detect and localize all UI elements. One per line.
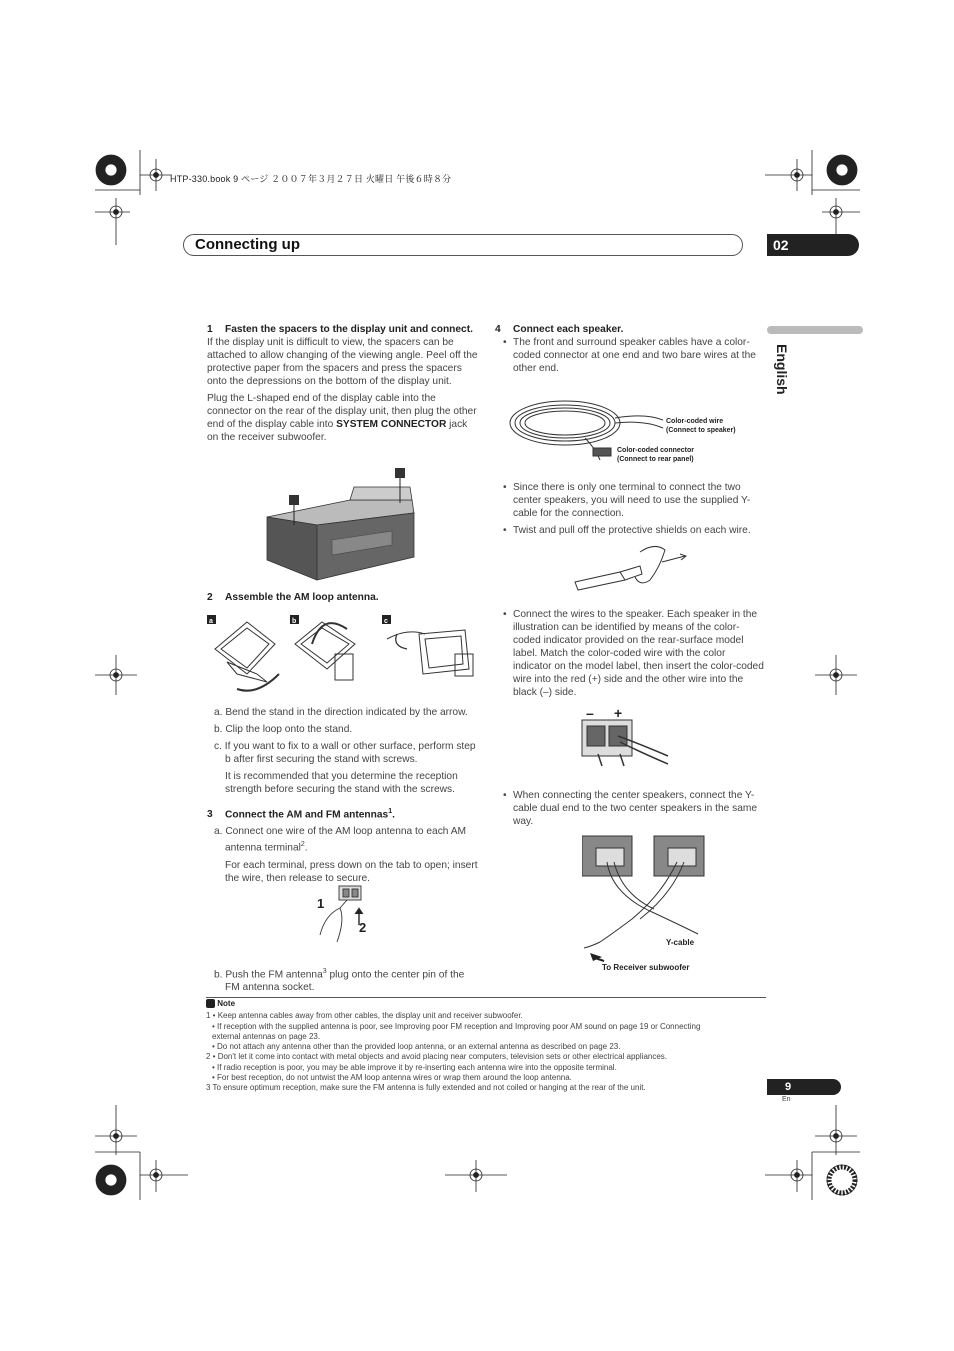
fig-label-1: 1 <box>317 896 325 911</box>
step-2-item-c: c. If you want to fix to a wall or other surface, perform step b after first securing the stand with screws. <box>214 741 476 765</box>
step-4-bullet-2: • Since there is only one terminal to connect the two center speakers, you will need to use the supplied Y-cable for the connection. <box>503 481 765 520</box>
step-2-item-a: a. Bend the stand in the direction indicated by the arrow. <box>214 707 468 718</box>
fig-label-c: c <box>384 618 388 625</box>
step-1-text-2: Plug the L-shaped end of the display cable into the connector on the rear of the display unit, then plug the other end of the display cable into SYSTEM CONNECTOR jack on the receiver subwoofer. <box>207 393 477 443</box>
to-receiver-label: To Receiver subwoofer <box>602 963 690 972</box>
display-unit-illustration <box>262 465 422 585</box>
caption-connect-to-rear-panel: (Connect to rear panel) <box>617 456 694 463</box>
note-line-8: 3 To ensure optimum reception, make sure the FM antenna is fully extended and not coiled or hanging at the rear of the unit. <box>206 1083 646 1093</box>
step-4-heading: 4 Connect each speaker. <box>495 324 624 335</box>
step-3-item-b: b. Push the FM antenna$^3$ plug onto the center pin of the FM antenna socket. <box>214 968 465 994</box>
fig-label-a: a <box>209 618 213 625</box>
note-line-1: 1 • Keep antenna cables away from other cables, the display unit and receiver subwoofer. <box>206 1011 523 1021</box>
antenna-terminal-illustration <box>315 880 375 950</box>
y-cable-illustration <box>582 834 722 974</box>
fig-label-b: b <box>292 618 297 625</box>
step-4-bullet-4: • Connect the wires to the speaker. Each speaker in the illustration can be identified by means of the color-coded indicator provided on the rear-surface model label. Match the color-coded wire with the color indicator on the model label, then insert the color-coded wire into the red (+) side and the other wire into the black (–) side. <box>503 608 765 699</box>
language-tab: English <box>774 344 790 395</box>
note-divider <box>206 997 766 998</box>
step-2-item-b: b. Clip the loop onto the stand. <box>214 724 353 735</box>
note-icon <box>206 999 215 1008</box>
note-section <box>206 999 766 1094</box>
step-1-text: If the display unit is difficult to view, the spacers can be attached to allow changing of the viewing angle. Peel off the protective paper from the spacers and press the spacers onto the depressions on the bottom of the display unit. <box>207 337 478 387</box>
step-4-bullet-5: • When connecting the center speakers, connect the Y-cable dual end to the two center speakers in the same way. <box>503 789 765 828</box>
step-2-heading: 2 Assemble the AM loop antenna. <box>207 592 379 603</box>
caption-color-coded-wire: Color-coded wire <box>666 418 724 425</box>
section-title: Connecting up <box>195 236 300 253</box>
plus-label: + <box>614 705 623 721</box>
page-tab <box>767 1079 841 1095</box>
note-line-2: • If reception with the supplied antenna is poor, see Improving poor FM reception and Improving poor AM sound on page 19 or Connecting <box>212 1021 701 1031</box>
fig-label-2: 2 <box>359 920 367 935</box>
page-language: En <box>782 1096 791 1103</box>
note-line-5: 2 • Don't let it come into contact with metal objects and avoid placing near computers, television sets or other electrical appliances. <box>206 1052 668 1062</box>
speaker-cable-illustration <box>505 388 755 468</box>
step-2-item-c-note: It is recommended that you determine the reception strength before securing the stand with the screws. <box>225 771 458 795</box>
note-line-6: • If radio reception is poor, you may be able improve it by re-inserting each antenna wire into the opposite terminal. <box>212 1062 617 1072</box>
page-number: 9 <box>785 1081 792 1093</box>
speaker-terminal-illustration <box>580 704 670 774</box>
note-line-4: • Do not attach any antenna other than the provided loop antenna, or an external antenna as described on page 23. <box>212 1042 621 1052</box>
note-heading: Note <box>217 999 236 1008</box>
note-line-7: • For best reception, do not untwist the AM loop antenna wires or wrap them around the loop antenna. <box>212 1073 572 1083</box>
wire-twist-illustration <box>570 542 690 597</box>
step-4-bullet-1: • The front and surround speaker cables have a color-coded connector at one end and two bare wires at the other end. <box>503 336 765 375</box>
left-column <box>207 323 479 444</box>
step-1-heading: 1 Fasten the spacers to the display unit and connect. <box>207 324 473 335</box>
step-3-heading: 3 Connect the AM and FM antennas$^1$. <box>207 808 395 821</box>
chapter-number: 02 <box>773 237 789 253</box>
note-line-3: external antennas on page 23. <box>212 1031 321 1041</box>
y-cable-label: Y-cable <box>666 938 695 947</box>
step-3-item-a-note: For each terminal, press down on the tab to open; insert the wire, then release to secure. <box>225 859 478 884</box>
step-4-bullet-3: • Twist and pull off the protective shields on each wire. <box>503 524 765 537</box>
language-bar <box>767 326 863 334</box>
minus-label: – <box>586 705 594 721</box>
caption-connect-to-speaker: (Connect to speaker) <box>666 427 736 434</box>
right-column <box>495 323 765 375</box>
book-header: HTP-330.book 9 ページ ２００７年３月２７日 火曜日 午後６時８分 <box>170 174 452 184</box>
am-antenna-illustration <box>207 614 479 704</box>
caption-color-coded-connector: Color-coded connector <box>617 447 695 454</box>
step-3-item-a: a. Connect one wire of the AM loop antenna to each AM antenna terminal$^2$. <box>214 826 467 854</box>
